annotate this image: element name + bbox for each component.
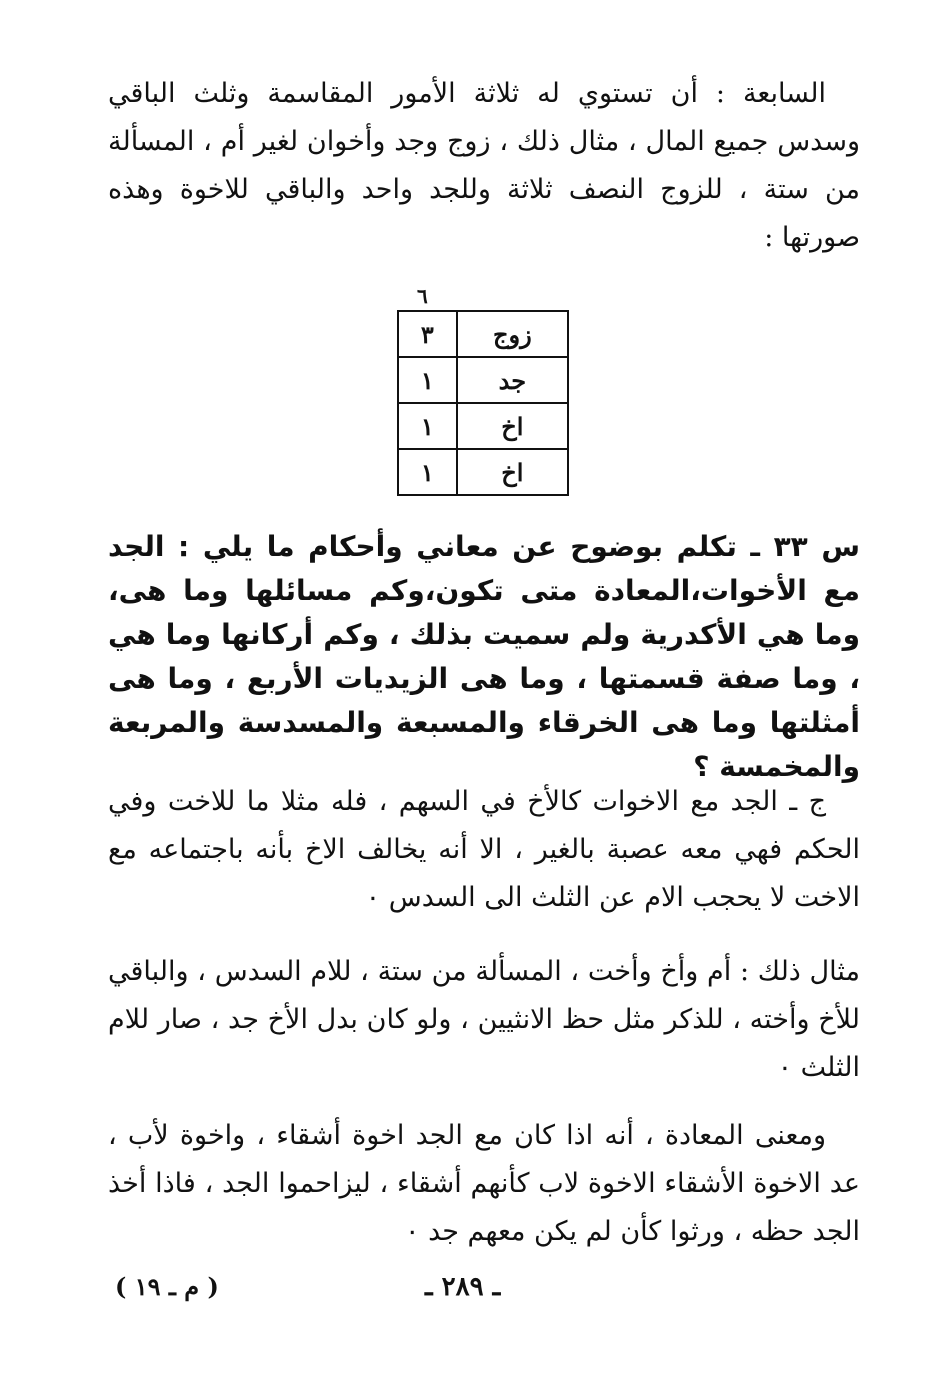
share-table bbox=[397, 310, 569, 496]
paragraph-seventh-case bbox=[108, 70, 860, 262]
question-33: س ٣٣ ـ تكلم بوضوح عن معاني وأحكام ما يلي : الجد مع الأخوات،المعادة متى تكون،وكم مسائلها وما هى، وما هي الأكدرية ولم سميت بذلك ، وكم أركانها وما هي ، وما صفة قسمتها ، وما هى الزيديات الأربع ، وما هى أمثلتها وما هى الخرقاء والمسبعة والمسدسة والمربعة والمخمسة ؟ bbox=[108, 530, 860, 783]
answer-paragraph bbox=[108, 778, 860, 922]
share-cell: ١ bbox=[398, 449, 457, 495]
heir-cell: اخ bbox=[457, 403, 568, 449]
heir-cell: زوج bbox=[457, 311, 568, 357]
heir-cell: اخ bbox=[457, 449, 568, 495]
meaning-text: ومعنى المعادة ، أنه اذا كان مع الجد اخوة أشقاء ، واخوة لأب ، عد الاخوة الأشقاء الاخوة لاب كأنهم أشقاء ، ليزاحموا الجد ، فاذا أخذ الجد حظه ، ورثوا كأن لم يكن معهم جد ٠ bbox=[108, 1120, 860, 1247]
answer-text: ج ـ الجد مع الاخوات كالأخ في السهم ، فله مثلا ما للاخت وفي الحكم فهي معه عصبة بالغير ، الا أنه يخالف الاخ بأنه باجتماعه مع الاخت لا يحجب الام عن الثلث الى السدس ٠ bbox=[108, 786, 860, 913]
example-paragraph: مثال ذلك : أم وأخ وأخت ، المسألة من ستة ، للام السدس ، والباقي للأخ وأخته ، للذكر مثل حظ الانثيين ، ولو كان بدل الأخ جد ، صار للام الثلث ٠ bbox=[108, 956, 860, 1083]
table-total: ٦ bbox=[417, 284, 428, 308]
table-row bbox=[398, 357, 568, 403]
paragraph-seventh-case-text: السابعة : أن تستوي له ثلاثة الأمور المقاسمة وثلث الباقي وسدس جميع المال ، مثال ذلك ، زوج وجد وأخوان لغير أم ، المسألة من ستة ، للزوج النصف ثلاثة وللجد واحد والباقي للاخوة وهذه صورتها : bbox=[108, 78, 860, 253]
table-row bbox=[398, 449, 568, 495]
page-number: ـ ٢٨٩ ـ bbox=[425, 1272, 501, 1302]
table-row bbox=[398, 311, 568, 357]
share-cell: ١ bbox=[398, 403, 457, 449]
page-footer bbox=[0, 1262, 942, 1322]
meaning-paragraph bbox=[108, 1112, 860, 1256]
share-cell: ١ bbox=[398, 357, 457, 403]
table-row bbox=[398, 403, 568, 449]
heir-cell: جد bbox=[457, 357, 568, 403]
signature-mark: ( م ـ ١٩ ) bbox=[115, 1272, 219, 1301]
share-cell: ٣ bbox=[398, 311, 457, 357]
